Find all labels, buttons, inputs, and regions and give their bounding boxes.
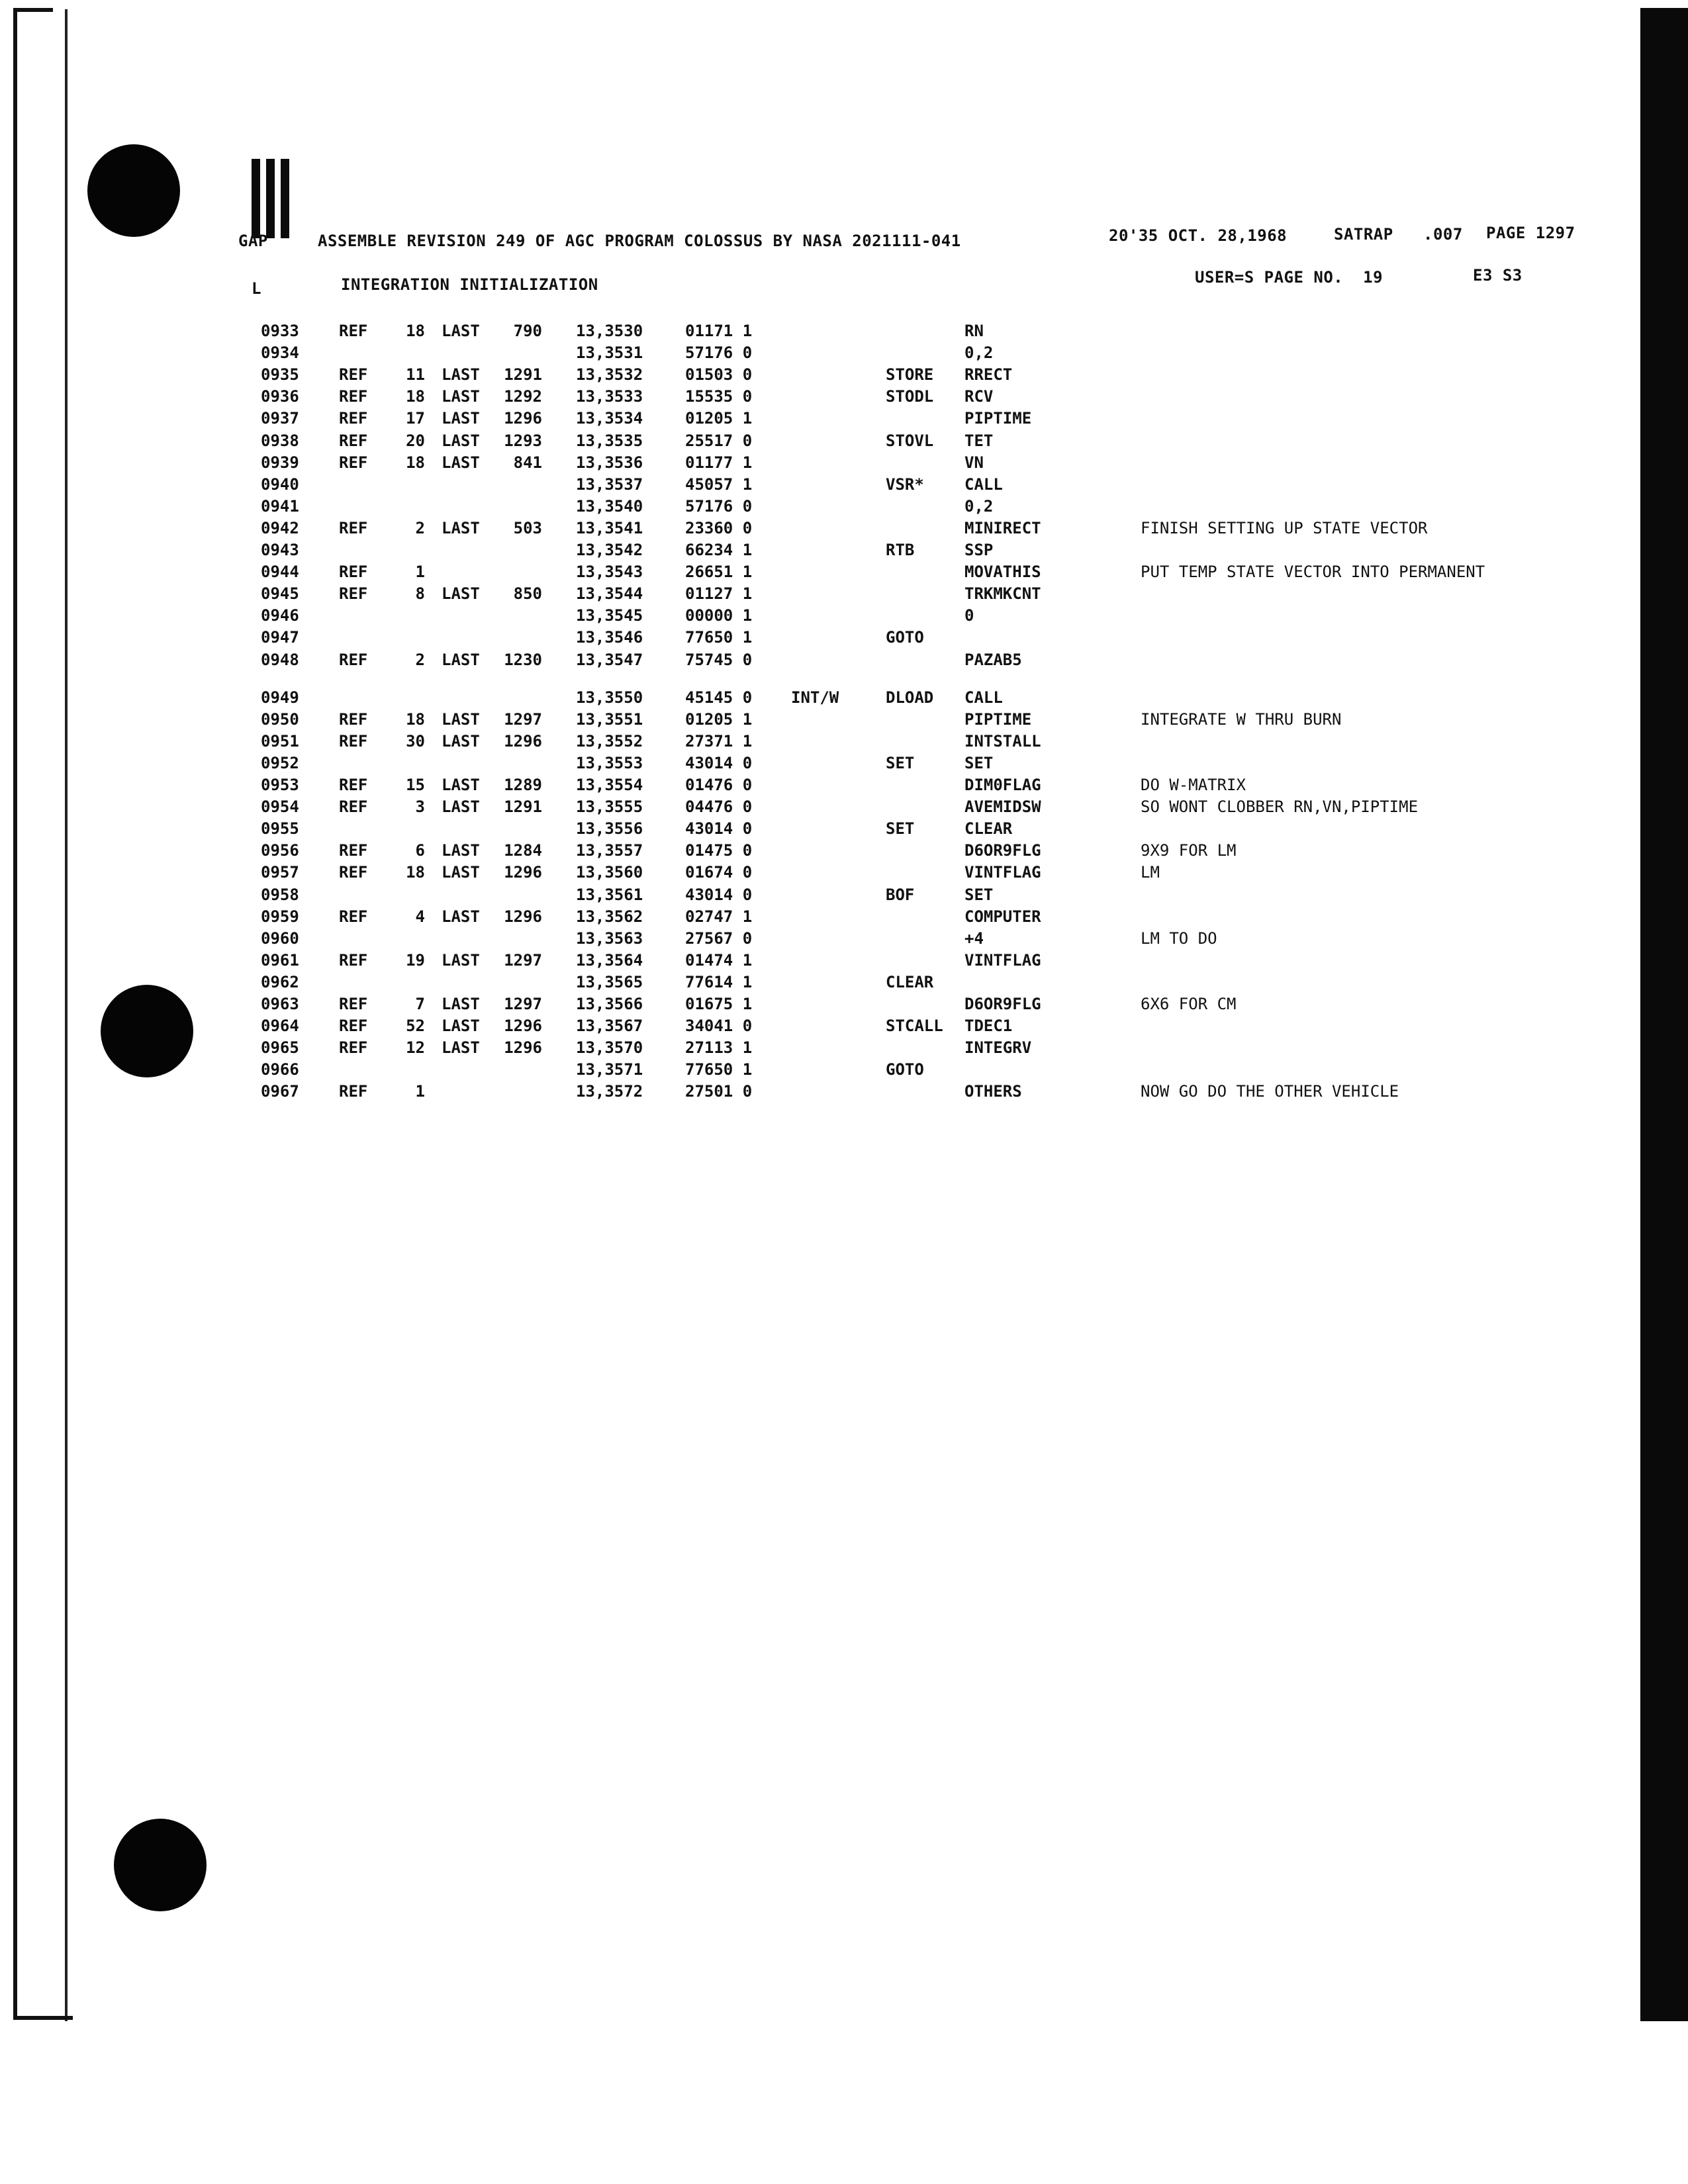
punch-hole-bottom <box>114 1819 207 1911</box>
line-seq: 0957 <box>261 863 299 882</box>
line-op: STCALL <box>886 1017 943 1036</box>
listing-line <box>0 651 1622 672</box>
listing-line <box>0 519 1622 541</box>
line-ref: REF <box>339 995 368 1013</box>
line-addr: 13,3567 <box>576 1017 643 1036</box>
line-last: LAST <box>442 453 480 472</box>
line-operand: VINTFLAG <box>964 950 1041 970</box>
line-lnum: 1296 <box>504 863 542 882</box>
line-op: SET <box>886 819 915 839</box>
line-code: 77650 1 <box>685 1060 753 1079</box>
line-seq: 0963 <box>261 995 299 1013</box>
line-n: 3 <box>415 797 425 817</box>
line-seq: 0953 <box>261 776 299 794</box>
line-code: 75745 0 <box>685 650 753 669</box>
line-seq: 0948 <box>261 650 299 669</box>
listing-line <box>0 776 1622 797</box>
line-seq: 0964 <box>261 1017 299 1036</box>
line-seq: 0941 <box>261 496 299 516</box>
line-addr: 13,3536 <box>576 453 643 472</box>
line-code: 04476 0 <box>685 797 753 817</box>
line-seq: 0949 <box>261 688 299 707</box>
header-page: PAGE 1297 <box>1486 224 1575 242</box>
line-code: 23360 0 <box>685 518 753 537</box>
sheet-code: E3 S3 <box>1473 266 1523 285</box>
line-op: DLOAD <box>886 688 934 707</box>
line-operand: SET <box>964 753 994 772</box>
line-code: 01177 1 <box>685 453 753 472</box>
line-addr: 13,3563 <box>576 929 643 948</box>
line-last: LAST <box>442 1038 480 1058</box>
listing-line <box>0 497 1622 519</box>
line-lnum: 1292 <box>504 387 542 406</box>
line-code: 01475 0 <box>685 841 753 860</box>
line-n: 30 <box>406 731 425 751</box>
line-operand: DIM0FLAG <box>964 776 1041 794</box>
line-code: 57176 0 <box>685 343 753 363</box>
line-addr: 13,3530 <box>576 322 643 340</box>
line-code: 43014 0 <box>685 753 753 772</box>
line-ref: REF <box>339 409 368 428</box>
line-seq: 0939 <box>261 453 299 472</box>
line-seq: 0942 <box>261 518 299 537</box>
line-addr: 13,3561 <box>576 885 643 904</box>
line-addr: 13,3553 <box>576 753 643 772</box>
header-prefix: GAP <box>238 232 268 250</box>
line-code: 43014 0 <box>685 819 753 839</box>
line-last: LAST <box>442 841 480 860</box>
line-operand: PIPTIME <box>964 709 1032 729</box>
line-addr: 13,3543 <box>576 563 643 582</box>
line-ref: REF <box>339 584 368 604</box>
listing-line <box>0 688 1622 710</box>
line-seq: 0954 <box>261 797 299 817</box>
line-last: LAST <box>442 731 480 751</box>
line-ref: REF <box>339 1017 368 1036</box>
line-n: 1 <box>415 1082 425 1101</box>
listing-line <box>0 1060 1622 1082</box>
listing-line <box>0 628 1622 650</box>
line-op: STORE <box>886 365 934 385</box>
line-seq: 0956 <box>261 841 299 860</box>
line-seq: 0937 <box>261 409 299 428</box>
line-operand: SET <box>964 885 994 904</box>
punch-hole-top <box>87 144 180 237</box>
header-program: SATRAP <box>1334 225 1393 244</box>
listing-line <box>0 541 1622 563</box>
line-last: LAST <box>442 409 480 428</box>
line-lnum: 1293 <box>504 431 542 450</box>
line-addr: 13,3556 <box>576 819 643 839</box>
line-lnum: 1296 <box>504 731 542 751</box>
line-code: 01205 1 <box>685 409 753 428</box>
listing-line <box>0 606 1622 628</box>
line-last: LAST <box>442 995 480 1013</box>
line-comment: 6X6 FOR CM <box>1141 995 1237 1013</box>
line-lnum: 1296 <box>504 907 542 926</box>
line-operand: PIPTIME <box>964 409 1032 428</box>
line-addr: 13,3554 <box>576 776 643 794</box>
line-code: 00000 1 <box>685 606 753 625</box>
line-comment: SO WONT CLOBBER RN,VN,PIPTIME <box>1141 797 1419 817</box>
line-operand: PAZAB5 <box>964 650 1022 669</box>
line-lnum: 1230 <box>504 650 542 669</box>
scan-edge-right <box>1640 8 1688 2021</box>
line-ref: REF <box>339 709 368 729</box>
line-operand: +4 <box>964 929 984 948</box>
line-comment: FINISH SETTING UP STATE VECTOR <box>1141 518 1428 537</box>
line-ref: REF <box>339 797 368 817</box>
line-ref: REF <box>339 650 368 669</box>
line-ref: REF <box>339 365 368 385</box>
line-operand: VN <box>964 453 984 472</box>
line-code: 01205 1 <box>685 709 753 729</box>
line-code: 01171 1 <box>685 322 753 340</box>
line-lnum: 1291 <box>504 797 542 817</box>
line-n: 18 <box>406 709 425 729</box>
line-n: 18 <box>406 322 425 340</box>
line-code: 57176 0 <box>685 496 753 516</box>
line-seq: 0951 <box>261 731 299 751</box>
line-seq: 0944 <box>261 563 299 582</box>
line-n: 18 <box>406 453 425 472</box>
line-seq: 0959 <box>261 907 299 926</box>
line-operand: RRECT <box>964 365 1013 385</box>
line-addr: 13,3535 <box>576 431 643 450</box>
listing-line <box>0 387 1622 409</box>
line-seq: 0962 <box>261 972 299 991</box>
line-code: 34041 0 <box>685 1017 753 1036</box>
line-lnum: 1291 <box>504 365 542 385</box>
line-comment: DO W-MATRIX <box>1141 776 1246 794</box>
line-n: 18 <box>406 863 425 882</box>
line-code: 27371 1 <box>685 731 753 751</box>
line-n: 18 <box>406 387 425 406</box>
header-title: ASSEMBLE REVISION 249 OF AGC PROGRAM COLOSSUS BY NASA 2021111-041 <box>318 232 961 250</box>
line-n: 8 <box>415 584 425 604</box>
line-code: 01674 0 <box>685 863 753 882</box>
line-seq: 0965 <box>261 1038 299 1058</box>
line-op: GOTO <box>886 628 924 647</box>
page-border-top <box>13 8 53 12</box>
line-op: CLEAR <box>886 972 934 991</box>
line-seq: 0946 <box>261 606 299 625</box>
listing-line <box>0 929 1622 951</box>
line-seq: 0943 <box>261 541 299 559</box>
line-n: 20 <box>406 431 425 450</box>
line-operand: 0,2 <box>964 496 994 516</box>
line-addr: 13,3542 <box>576 541 643 559</box>
line-addr: 13,3557 <box>576 841 643 860</box>
line-addr: 13,3550 <box>576 688 643 707</box>
line-code: 45145 0 <box>685 688 753 707</box>
line-n: 19 <box>406 950 425 970</box>
listing-line <box>0 1082 1622 1104</box>
line-addr: 13,3540 <box>576 496 643 516</box>
line-last: LAST <box>442 863 480 882</box>
line-n: 1 <box>415 563 425 582</box>
line-lnum: 841 <box>513 453 542 472</box>
line-n: 4 <box>415 907 425 926</box>
line-op: BOF <box>886 885 915 904</box>
line-lnum: 1297 <box>504 995 542 1013</box>
line-seq: 0958 <box>261 885 299 904</box>
line-seq: 0945 <box>261 584 299 604</box>
line-last: LAST <box>442 431 480 450</box>
line-n: 11 <box>406 365 425 385</box>
listing-line <box>0 973 1622 995</box>
line-operand: AVEMIDSW <box>964 797 1041 817</box>
line-operand: TDEC1 <box>964 1017 1013 1036</box>
line-seq: 0966 <box>261 1060 299 1079</box>
line-n: 15 <box>406 776 425 794</box>
line-seq: 0933 <box>261 322 299 340</box>
line-code: 77614 1 <box>685 972 753 991</box>
line-n: 7 <box>415 995 425 1013</box>
line-ref: REF <box>339 453 368 472</box>
line-code: 01503 0 <box>685 365 753 385</box>
line-comment: LM TO DO <box>1141 929 1217 948</box>
line-code: 15535 0 <box>685 387 753 406</box>
line-operand: SSP <box>964 541 994 559</box>
line-ref: REF <box>339 907 368 926</box>
line-ref: REF <box>339 1038 368 1058</box>
user-page-number: USER=S PAGE NO. 19 <box>1195 268 1383 287</box>
listing-line <box>0 409 1622 431</box>
line-ref: REF <box>339 387 368 406</box>
line-op: STOVL <box>886 431 934 450</box>
line-lnum: 1297 <box>504 709 542 729</box>
line-addr: 13,3570 <box>576 1038 643 1058</box>
line-lnum: 1296 <box>504 1017 542 1036</box>
line-seq: 0935 <box>261 365 299 385</box>
listing-line <box>0 343 1622 365</box>
listing-line <box>0 1038 1622 1060</box>
line-last: LAST <box>442 1017 480 1036</box>
line-n: 52 <box>406 1017 425 1036</box>
line-ref: REF <box>339 776 368 794</box>
line-code: 27113 1 <box>685 1038 753 1058</box>
header-datetime: 20'35 OCT. 28,1968 <box>1109 226 1288 245</box>
line-ref: REF <box>339 841 368 860</box>
line-code: 27567 0 <box>685 929 753 948</box>
listing-line <box>0 819 1622 841</box>
line-comment: 9X9 FOR LM <box>1141 841 1237 860</box>
line-addr: 13,3546 <box>576 628 643 647</box>
line-seq: 0960 <box>261 929 299 948</box>
line-seq: 0967 <box>261 1082 299 1101</box>
line-op: VSR* <box>886 475 924 494</box>
listing-line <box>0 995 1622 1017</box>
line-operand: 0 <box>964 606 974 625</box>
line-code: 02747 1 <box>685 907 753 926</box>
line-addr: 13,3562 <box>576 907 643 926</box>
line-lnum: 850 <box>513 584 542 604</box>
line-seq: 0938 <box>261 431 299 450</box>
line-seq: 0955 <box>261 819 299 839</box>
line-operand: 0,2 <box>964 343 994 363</box>
line-last: LAST <box>442 584 480 604</box>
line-operand: MINIRECT <box>964 518 1041 537</box>
line-operand: INTSTALL <box>964 731 1041 751</box>
line-addr: 13,3566 <box>576 995 643 1013</box>
listing-line <box>0 754 1622 776</box>
line-lnum: 503 <box>513 518 542 537</box>
listing-line <box>0 951 1622 973</box>
line-operand: RN <box>964 322 984 340</box>
line-operand: TET <box>964 431 994 450</box>
line-last: LAST <box>442 322 480 340</box>
page-border-bottom <box>13 2016 73 2020</box>
line-addr: 13,3565 <box>576 972 643 991</box>
line-seq: 0940 <box>261 475 299 494</box>
line-operand: RCV <box>964 387 994 406</box>
line-operand: TRKMKCNT <box>964 584 1041 604</box>
line-addr: 13,3534 <box>576 409 643 428</box>
listing-line <box>0 432 1622 453</box>
line-addr: 13,3533 <box>576 387 643 406</box>
line-code: 66234 1 <box>685 541 753 559</box>
line-addr: 13,3541 <box>576 518 643 537</box>
line-operand: MOVATHIS <box>964 563 1041 582</box>
line-code: 26651 1 <box>685 563 753 582</box>
line-lnum: 1289 <box>504 776 542 794</box>
line-tag: INT/W <box>791 688 839 707</box>
listing-line <box>0 1017 1622 1038</box>
line-ref: REF <box>339 563 368 582</box>
line-operand: D6OR9FLG <box>964 995 1041 1013</box>
line-code: 43014 0 <box>685 885 753 904</box>
line-comment: INTEGRATE W THRU BURN <box>1141 709 1342 729</box>
line-addr: 13,3532 <box>576 365 643 385</box>
listing-line <box>0 863 1622 885</box>
line-seq: 0950 <box>261 709 299 729</box>
listing-line <box>0 907 1622 929</box>
line-last: LAST <box>442 776 480 794</box>
line-comment: PUT TEMP STATE VECTOR INTO PERMANENT <box>1141 563 1485 582</box>
line-last: LAST <box>442 387 480 406</box>
line-n: 2 <box>415 650 425 669</box>
line-lnum: 1284 <box>504 841 542 860</box>
line-operand: COMPUTER <box>964 907 1041 926</box>
line-seq: 0934 <box>261 343 299 363</box>
line-operand: D6OR9FLG <box>964 841 1041 860</box>
line-lnum: 1296 <box>504 409 542 428</box>
line-ref: REF <box>339 863 368 882</box>
line-ref: REF <box>339 518 368 537</box>
line-operand: VINTFLAG <box>964 863 1041 882</box>
listing-line <box>0 797 1622 819</box>
listing-line <box>0 475 1622 497</box>
listing-line <box>0 841 1622 863</box>
line-last: LAST <box>442 907 480 926</box>
line-addr: 13,3545 <box>576 606 643 625</box>
line-operand: OTHERS <box>964 1082 1022 1101</box>
line-addr: 13,3560 <box>576 863 643 882</box>
line-last: LAST <box>442 709 480 729</box>
line-n: 6 <box>415 841 425 860</box>
printer-bar-marks <box>252 159 291 238</box>
line-operand: INTEGRV <box>964 1038 1032 1058</box>
line-n: 2 <box>415 518 425 537</box>
section-title: INTEGRATION INITIALIZATION <box>341 275 598 294</box>
line-ref: REF <box>339 322 368 340</box>
line-lnum: 1296 <box>504 1038 542 1058</box>
line-ref: REF <box>339 1082 368 1101</box>
line-addr: 13,3531 <box>576 343 643 363</box>
line-op: GOTO <box>886 1060 924 1079</box>
line-operand: CALL <box>964 475 1003 494</box>
line-addr: 13,3544 <box>576 584 643 604</box>
line-last: LAST <box>442 950 480 970</box>
listing-line <box>0 584 1622 606</box>
line-seq: 0947 <box>261 628 299 647</box>
line-operand: CALL <box>964 688 1003 707</box>
line-n: 12 <box>406 1038 425 1058</box>
line-code: 01474 1 <box>685 950 753 970</box>
line-seq: 0936 <box>261 387 299 406</box>
line-lnum: 790 <box>513 322 542 340</box>
listing-line <box>0 453 1622 475</box>
line-addr: 13,3551 <box>576 709 643 729</box>
line-n: 17 <box>406 409 425 428</box>
line-last: LAST <box>442 650 480 669</box>
line-lnum: 1297 <box>504 950 542 970</box>
header-marker: L <box>252 279 261 298</box>
line-addr: 13,3564 <box>576 950 643 970</box>
line-code: 01675 1 <box>685 995 753 1013</box>
line-last: LAST <box>442 365 480 385</box>
line-last: LAST <box>442 797 480 817</box>
line-op: STODL <box>886 387 934 406</box>
listing-line <box>0 710 1622 732</box>
line-ref: REF <box>339 731 368 751</box>
listing-line <box>0 365 1622 387</box>
listing-line <box>0 563 1622 584</box>
line-addr: 13,3537 <box>576 475 643 494</box>
listing-line <box>0 322 1622 343</box>
line-ref: REF <box>339 431 368 450</box>
line-addr: 13,3571 <box>576 1060 643 1079</box>
header-suffix: .007 <box>1423 225 1463 244</box>
listing-line <box>0 732 1622 754</box>
line-op: SET <box>886 753 915 772</box>
line-code: 27501 0 <box>685 1082 753 1101</box>
line-addr: 13,3572 <box>576 1082 643 1101</box>
line-operand: CLEAR <box>964 819 1013 839</box>
line-code: 01476 0 <box>685 776 753 794</box>
line-code: 01127 1 <box>685 584 753 604</box>
line-seq: 0961 <box>261 950 299 970</box>
line-comment: LM <box>1141 863 1160 882</box>
listing-line <box>0 886 1622 907</box>
line-code: 77650 1 <box>685 628 753 647</box>
line-addr: 13,3555 <box>576 797 643 817</box>
line-code: 25517 0 <box>685 431 753 450</box>
line-comment: NOW GO DO THE OTHER VEHICLE <box>1141 1082 1399 1101</box>
line-code: 45057 1 <box>685 475 753 494</box>
line-op: RTB <box>886 541 915 559</box>
line-ref: REF <box>339 950 368 970</box>
line-last: LAST <box>442 518 480 537</box>
line-addr: 13,3547 <box>576 650 643 669</box>
line-addr: 13,3552 <box>576 731 643 751</box>
line-seq: 0952 <box>261 753 299 772</box>
